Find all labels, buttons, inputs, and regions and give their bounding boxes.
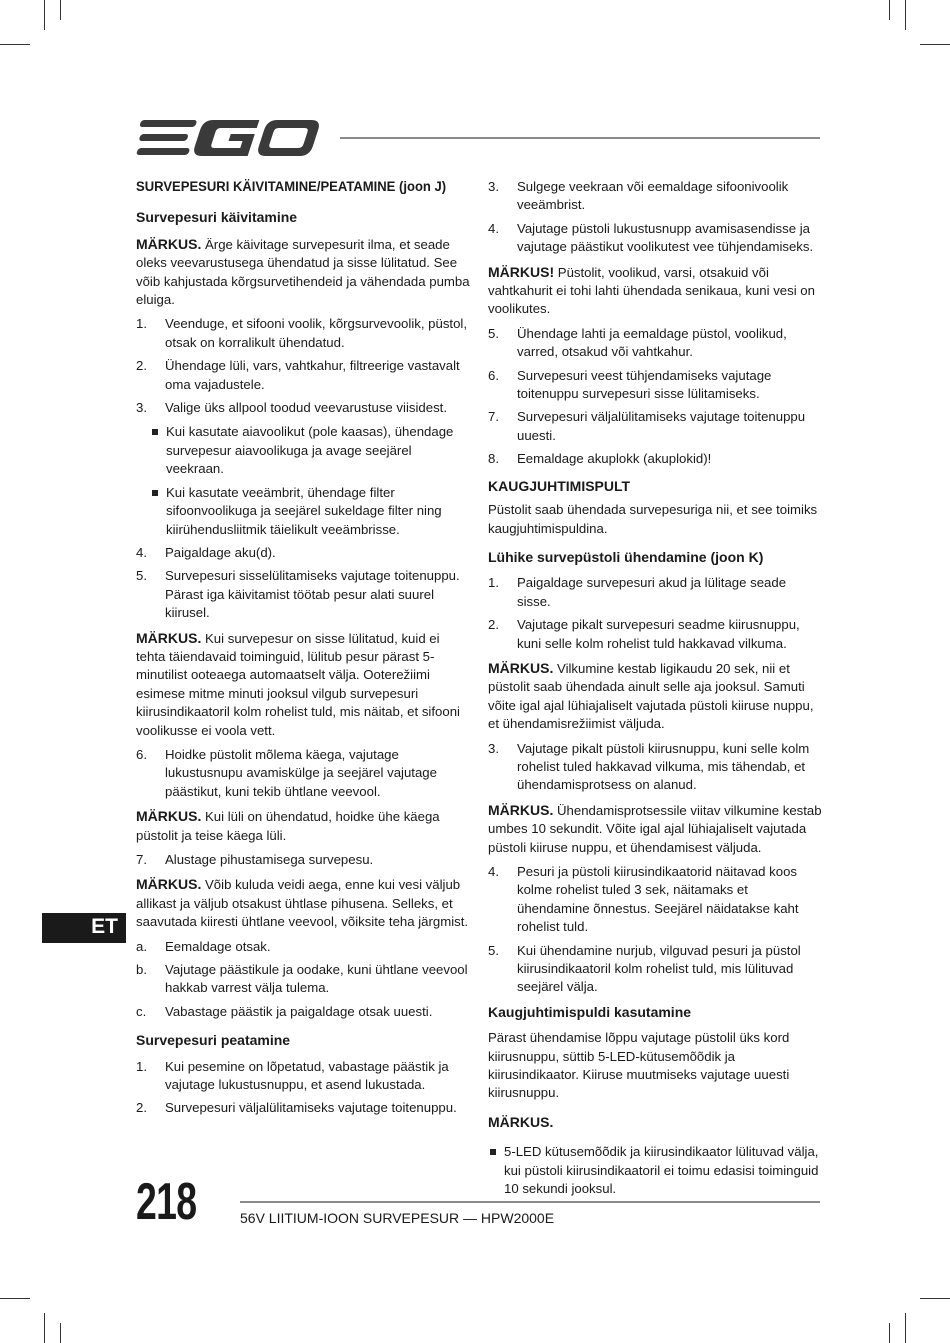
note-text: Võib kuluda veidi aega, enne kui vesi väljub allikast ja väljub otsakust ühtlase pihusena. Selleks, et saavutada kiiresti ühtlane veevool, võiksite teha järgmist. — [136, 877, 469, 930]
footer-rule — [240, 1201, 820, 1203]
list-item — [488, 450, 822, 468]
bullet-list — [488, 1143, 822, 1198]
crop-mark — [905, 0, 906, 30]
subsection-stop-title: Survepesuri peatamine — [136, 1032, 291, 1049]
list-text: Paigaldage survepesuri akud ja lülitage seade sisse. — [517, 575, 787, 609]
note-label: MÄRKUS. — [136, 235, 202, 252]
list-item — [488, 863, 822, 937]
crop-mark — [44, 0, 45, 30]
numbered-list — [488, 863, 822, 997]
language-tab-label: ET — [91, 915, 118, 938]
footer-text: 56V LIITIUM-IOON SURVEPESUR — HPW2000E — [240, 1210, 555, 1226]
list-number: 1. — [136, 1058, 147, 1074]
subsection-start-title: Survepesuri käivitamine — [136, 209, 298, 226]
list-number: 4. — [488, 864, 499, 879]
list-number: 8. — [488, 451, 499, 467]
note-label: MÄRKUS. — [488, 801, 554, 818]
list-number: 2. — [488, 617, 499, 633]
list-number: 1. — [136, 316, 147, 332]
list-item — [488, 574, 822, 611]
list-number: 3. — [488, 179, 499, 194]
crop-mark — [44, 1313, 45, 1343]
note-paragraph — [136, 875, 470, 931]
numbered-list — [488, 325, 822, 469]
list-item — [136, 1058, 470, 1095]
crop-mark — [920, 1298, 950, 1299]
list-number: 5. — [488, 325, 499, 341]
note-label: MÄRKUS! — [488, 263, 555, 280]
remote-intro: Püstolit saab ühendada survepesuriga nii, et see toimiks kaugjuhtimispuldina. — [488, 502, 818, 536]
numbered-list — [488, 574, 822, 653]
note-label: MÄRKUS. — [136, 629, 202, 646]
language-tab — [42, 913, 126, 943]
list-item — [136, 938, 470, 956]
list-text: Eemaldage otsak. — [165, 938, 271, 954]
note-text: Kui lüli on ühendatud, hoidke ühe käega püstolit ja teise käega lüli. — [136, 809, 440, 843]
list-text: Survepesuri sisselülitamiseks vajutage toitenuppu. Pärast iga käivitamist töötab pesur alati suurel kiirusel. — [165, 568, 460, 621]
list-text: Vajutage pikalt survepesuri seadme kiirusnuppu, kuni selle kolm rohelist tuld hakkavad vilkuma. — [517, 617, 800, 651]
ego-logo — [136, 118, 322, 158]
header-rule — [340, 137, 820, 139]
list-item — [136, 357, 470, 394]
list-item — [136, 961, 470, 998]
note-text: Vilkumine kestab ligikaudu 20 sek, nii et püstolit saab ühendada ainult selle aja jooksul. Samuti võite igal ajal lühiajaliselt vajutada püstoli kiiruse nuppu, et ühendamisrežiimist väljuda. — [488, 660, 814, 732]
list-text: Hoidke püstolit mõlema käega, vajutage lukustusnupu avamiskülge ja seejärel vajutage päästikut, kuni tekib ühtlane veevool. — [165, 746, 437, 799]
page-number: 218 — [136, 1173, 197, 1231]
list-item — [136, 567, 470, 622]
note-paragraph — [488, 659, 822, 734]
bullet-list — [136, 423, 470, 538]
crop-mark — [60, 1323, 61, 1343]
use-subsection-title: Kaugjuhtimispuldi kasutamine — [488, 1003, 692, 1020]
list-text: Ühendage lüli, vars, vahtkahur, filtreerige vastavalt oma vajadustele. — [165, 358, 460, 392]
list-text: Vabastage päästik ja paigaldage otsak uuesti. — [165, 1003, 433, 1019]
list-text: Valige üks allpool toodud veevarustuse viisidest. — [165, 400, 447, 416]
crop-mark — [889, 1323, 890, 1343]
crop-mark — [60, 0, 61, 20]
note-text: Ärge käivitage survepesurit ilma, et seade oleks veevarustusega ühendatud ja sisse lülitatud. See võib kahjustada kõrgsurvetihendeid ja vähendada pumba eluiga. — [136, 236, 470, 308]
numbered-list — [136, 1058, 470, 1118]
list-letter: b. — [136, 962, 147, 978]
list-number: 5. — [136, 568, 147, 584]
list-item — [488, 325, 822, 362]
list-item — [488, 740, 822, 795]
numbered-list — [488, 178, 822, 257]
list-text: Vajutage püstoli lukustusnupp avamisasendisse ja vajutage päästikut voolikutest vee tühjendamiseks. — [517, 220, 814, 255]
numbered-list — [136, 544, 470, 623]
numbered-list — [136, 315, 470, 417]
list-number: 3. — [136, 400, 147, 416]
list-item — [488, 942, 822, 997]
note-label: MÄRKUS. — [488, 1113, 554, 1130]
numbered-list — [136, 851, 470, 869]
list-text: Alustage pihustamisega survepesu. — [165, 852, 374, 867]
right-column — [488, 178, 822, 1204]
list-text: Vajutage päästikule ja oodake, kuni ühtlane veevool hakkab varrest välja tulema. — [165, 962, 468, 996]
note-text: Kui survepesur on sisse lülitatud, kuid ei tehta täiendavaid toiminguid, lülitub pesur pärast 5-minutilist ooteaega automaatselt välja. Ooterežiimi esimese mitme minuti jooksul vilgub survepesuri kiirusindikaatoril kolm rohelist tuld, mis näitab, et sifooni voolikusse ei voola vett. — [136, 630, 460, 738]
list-item — [136, 1003, 470, 1021]
list-text: Sulgege veekraan või eemaldage sifoonivoolik veeämbrist. — [517, 179, 789, 213]
list-text: Veenduge, et sifooni voolik, kõrgsurvevoolik, püstol, otsak on korralikult ühendatud. — [165, 316, 468, 350]
section-title: SURVEPESURI KÄIVITAMINE/PEATAMINE (joon J) — [136, 179, 447, 195]
crop-mark — [905, 1313, 906, 1343]
note-label: MÄRKUS. — [136, 808, 202, 825]
note-paragraph — [488, 263, 822, 319]
left-column — [136, 178, 470, 1124]
list-item — [488, 178, 822, 215]
note-paragraph — [488, 801, 822, 857]
use-paragraph: Pärast ühendamise lõppu vajutage püstolil üks kord kiirusnuppu, süttib 5-LED-kütusemõõdik ja kiirusindikaator. Kiiruse muutmiseks vajutage uuesti kiirusnuppu. — [488, 1030, 790, 1101]
list-number: 7. — [488, 409, 499, 425]
connect-subsection-title: Lühike survepüstoli ühendamine (joon K) — [488, 548, 764, 565]
list-item — [136, 746, 470, 801]
list-text: Survepesuri veest tühjendamiseks vajutage toitenuppu survepesuri sisse lülitamiseks. — [517, 367, 772, 402]
list-text: Paigaldage aku(d). — [165, 544, 276, 560]
bullet-item: Kui kasutate veeämbrit, ühendage filter sifoonvoolikuga ja seejärel sukeldage filter ning kiirühendusliitmik täielikult veeämbrisse. — [150, 484, 470, 539]
list-item — [488, 408, 822, 445]
list-number: 3. — [488, 740, 499, 756]
list-text: Pesuri ja püstoli kiirusindikaatorid näitavad koos kolme rohelist tuled 3 sek, näitamaks et ühendamine õnnestus. Seejärel näidatakse kaht rohelist tuld. — [517, 864, 799, 935]
list-text: Ühendage lahti ja eemaldage püstol, voolikud, varred, otsakud või vahtkahur. — [517, 325, 787, 360]
note-paragraph — [136, 629, 470, 740]
numbered-list — [488, 740, 822, 795]
list-letter: a. — [136, 938, 147, 954]
list-item — [488, 367, 822, 404]
list-number: 7. — [136, 852, 147, 867]
note-paragraph — [136, 807, 470, 845]
note-label: MÄRKUS. — [136, 876, 202, 893]
bullet-item: 5-LED kütusemõõdik ja kiirusindikaator lülituvad välja, kui püstoli kiirusindikaatoril ei toimu edasisi toiminguid 10 sekundi jooksul. — [488, 1143, 822, 1198]
list-item — [136, 544, 470, 562]
list-text: Vajutage pikalt püstoli kiirusnuppu, kuni selle kolm rohelist tuled hakkavad vilkuma, mis tähendab, et ühendamisprotsess on alanud. — [517, 740, 810, 793]
crop-mark — [0, 1298, 30, 1299]
list-number: 6. — [488, 367, 499, 383]
list-text: Kui ühendamine nurjub, vilguvad pesuri ja püstol kiirusindikaatoril kolm rohelist tuld, mis lülituvad seejärel välja. — [517, 942, 801, 995]
list-number: 2. — [136, 1100, 147, 1116]
crop-mark — [920, 44, 950, 45]
list-text: Kui pesemine on lõpetatud, vabastage päästik ja vajutage lukustusnuppu, et asend lukustada. — [165, 1058, 449, 1093]
list-number: 6. — [136, 746, 147, 762]
note-label: MÄRKUS. — [488, 659, 554, 676]
list-item — [488, 220, 822, 257]
list-number: 1. — [488, 575, 499, 591]
list-item — [136, 399, 470, 417]
bullet-item: Kui kasutate aiavoolikut (pole kaasas), ühendage survepesur aiavoolikuga ja avage seejärel veekraan. — [150, 423, 470, 478]
crop-mark — [0, 44, 30, 45]
list-letter: c. — [136, 1003, 147, 1019]
list-item — [136, 1099, 470, 1117]
lettered-list — [136, 938, 470, 1022]
remote-section-title: KAUGJUHTIMISPULT — [488, 477, 631, 494]
list-item — [136, 851, 470, 869]
note-text: Ühendamisprotsessile viitav vilkumine kestab umbes 10 sekundit. Võite igal ajal lühiajaliselt vajutada püstoli kiiruse nuppu, et ühendamisest väljuda. — [488, 802, 822, 855]
list-item — [136, 315, 470, 352]
list-text: Survepesuri väljalülitamiseks vajutage toitenuppu uuesti. — [517, 409, 806, 443]
list-text: Eemaldage akuplokk (akuplokid)! — [517, 451, 712, 467]
list-number: 4. — [488, 220, 499, 236]
list-item — [488, 616, 822, 653]
crop-mark — [889, 0, 890, 20]
list-number: 2. — [136, 358, 147, 374]
list-number: 4. — [136, 544, 147, 560]
note-text: Püstolit, voolikud, varsi, otsakuid või vahtkahurit ei tohi lahti ühendada senikaua, kuni vesi on voolikutes. — [488, 264, 815, 317]
list-number: 5. — [488, 942, 499, 958]
note-paragraph — [136, 235, 470, 310]
list-text: Survepesuri väljalülitamiseks vajutage toitenuppu. — [165, 1100, 457, 1116]
numbered-list — [136, 746, 470, 801]
